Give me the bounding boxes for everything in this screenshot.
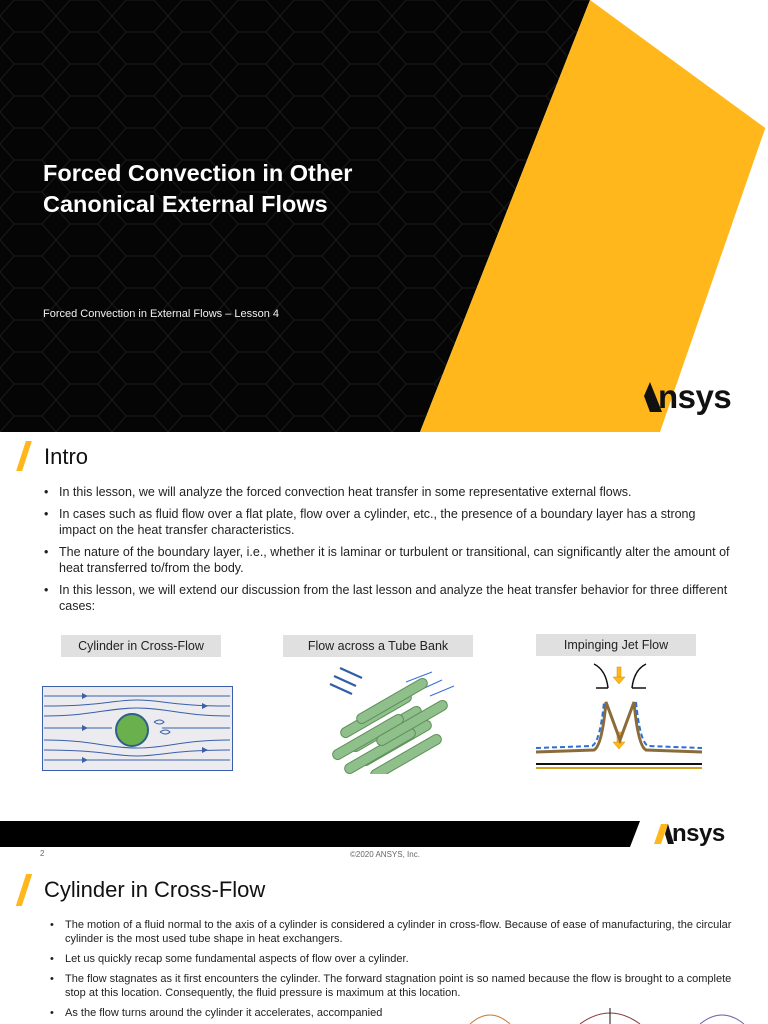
impinging-jet-illustration: [534, 662, 706, 778]
footer-logo-text: nsys: [672, 820, 725, 847]
cylinder-crossflow-illustration: [42, 686, 234, 772]
cylinder-crossflow-slide: [0, 862, 768, 1024]
title-line-1: Forced Convection in Other: [43, 160, 353, 186]
bullet-item: • Let us quickly recap some fundamental aspects of flow over a cylinder.: [50, 952, 740, 966]
case-label-cylinder: Cylinder in Cross-Flow: [61, 635, 221, 657]
ansys-logo-text: nsys: [658, 378, 732, 415]
slide-heading: Cylinder in Cross-Flow: [44, 877, 266, 902]
ansys-logo-mark: [628, 380, 662, 414]
heading-accent: [16, 874, 32, 906]
intro-slide: [0, 432, 768, 862]
footer-ansys-logo: [654, 821, 725, 847]
footer-logo-mark: [654, 822, 674, 846]
case-label-impinging-jet: Impinging Jet Flow: [536, 634, 696, 656]
title-line-2: Canonical External Flows: [43, 191, 328, 217]
slide-heading: Intro: [44, 444, 89, 469]
slide-subtitle: Forced Convection in External Flows – Lesson 4: [43, 308, 280, 320]
title-slide: [0, 0, 768, 432]
cylinder-diagram-partial: [460, 1002, 760, 1024]
bullet-item: • In this lesson, we will analyze the forced convection heat transfer in some representative external flows.: [44, 484, 734, 500]
bullet-item: • The flow stagnates as it first encounters the cylinder. The forward stagnation point is so named because the flow is brought to a complete stop at this location. Consequently, the fluid pressure is maximum at this location.: [50, 972, 740, 1000]
tube-bank-illustration: [326, 666, 466, 774]
slide-footer-bar: [0, 821, 768, 847]
footer-background: [0, 821, 768, 847]
page-number: 2: [40, 849, 45, 858]
bullet-item: • The nature of the boundary layer, i.e., whether it is laminar or turbulent or transitional, can significantly alter the amount of heat transferred to/from the body.: [44, 544, 734, 576]
copyright-text: ©2020 ANSYS, Inc.: [350, 850, 420, 859]
bullet-item: • In cases such as fluid flow over a flat plate, flow over a cylinder, etc., the presence of a boundary layer has a strong impact on the heat transfer characteristics.: [44, 506, 734, 538]
intro-bullet-list: [44, 484, 734, 620]
ansys-logo: [628, 378, 731, 416]
case-label-tube-bank: Flow across a Tube Bank: [283, 635, 473, 657]
heading-accent: [16, 441, 32, 471]
bullet-item: • In this lesson, we will extend our discussion from the last lesson and analyze the heat transfer behavior for three different cases:: [44, 582, 734, 614]
bullet-item: • As the flow turns around the cylinder it accelerates, accompanied: [50, 1006, 740, 1020]
bullet-item: • The motion of a fluid normal to the axis of a cylinder is considered a cylinder in cross-flow. Because of ease of manufacturing, the circular cylinder is the most used tube shape in heat exchangers.: [50, 918, 740, 946]
slide-title: [43, 158, 463, 220]
